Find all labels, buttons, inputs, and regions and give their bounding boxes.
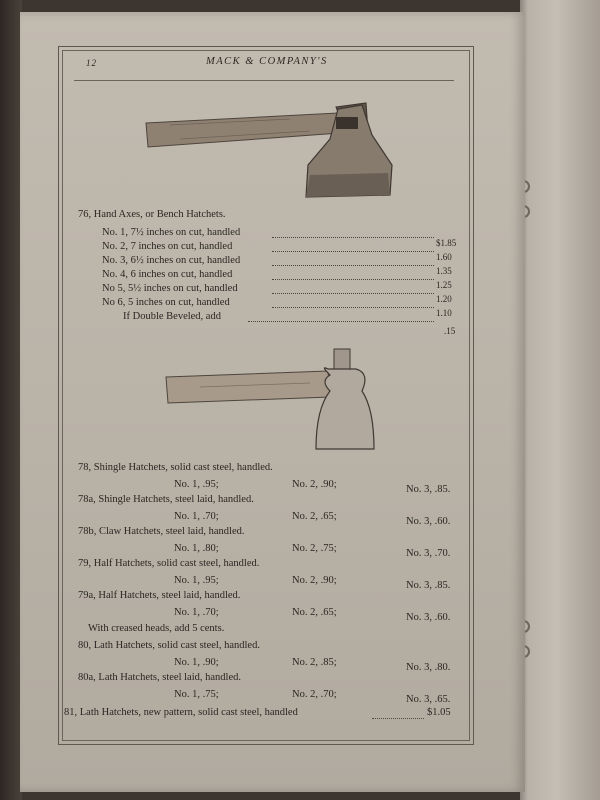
price-item-value: 1.25 — [436, 280, 452, 290]
price-item-value: 1.35 — [436, 266, 452, 276]
price-item-label: No. 2, 7 inches on cut, handled — [102, 241, 233, 252]
hatchet-heading: 80, Lath Hatchets, solid cast steel, handled. — [78, 640, 260, 651]
price-no-1: No. 1, .70; — [174, 607, 219, 618]
price-no-2: No. 2, .90; — [292, 575, 337, 586]
price-no-3: No. 3, .70. — [406, 548, 451, 559]
price-no-3: No. 3, .85. — [406, 580, 451, 591]
price-no-1: No. 1, .95; — [174, 575, 219, 586]
price-no-2: No. 2, .75; — [292, 543, 337, 554]
price-no-2: No. 2, .90; — [292, 479, 337, 490]
price-no-1: No. 1, .70; — [174, 511, 219, 522]
price-no-3: No. 3, .80. — [406, 662, 451, 673]
dot-leader — [272, 265, 434, 266]
price-no-3: No. 3, .85. — [406, 484, 451, 495]
price-item-label: No. 4, 6 inches on cut, handled — [102, 269, 233, 280]
price-item-label: No 6, 5 inches on cut, handled — [102, 297, 230, 308]
hatchet-heading: 78, Shingle Hatchets, solid cast steel, handled. — [78, 462, 273, 473]
final-item-price: $1.05 — [427, 707, 451, 718]
dot-leader — [272, 293, 434, 294]
dot-leader — [272, 251, 434, 252]
price-no-1: No. 1, .75; — [174, 689, 219, 700]
hatchet-heading: 79, Half Hatchets, solid cast steel, handled. — [78, 558, 260, 569]
price-no-3: No. 3, .60. — [406, 612, 451, 623]
price-no-2: No. 2, .85; — [292, 657, 337, 668]
price-no-3: No. 3, .65. — [406, 694, 451, 705]
dot-leader — [272, 307, 434, 308]
price-item-value: 1.20 — [436, 294, 452, 304]
desk-background — [0, 0, 22, 800]
hatchet-heading: 79a, Half Hatchets, steel laid, handled. — [78, 590, 241, 601]
price-no-1: No. 1, .95; — [174, 479, 219, 490]
price-item-value: 1.60 — [436, 252, 452, 262]
hand-axe-illustration — [140, 95, 400, 205]
final-item-label: 81, Lath Hatchets, new pattern, solid cast steel, handled — [64, 707, 298, 718]
price-no-3: No. 3, .60. — [406, 516, 451, 527]
price-item-label: No. 1, 7½ inches on cut, handled — [102, 227, 241, 238]
dot-leader — [272, 279, 434, 280]
dot-leader — [272, 237, 434, 238]
section-heading: 76, Hand Axes, or Bench Hatchets. — [78, 209, 226, 220]
dot-leader — [372, 718, 424, 719]
price-item-label: No 5, 5½ inches on cut, handled — [102, 283, 238, 294]
price-no-2: No. 2, .65; — [292, 511, 337, 522]
price-item-label: If Double Beveled, add — [123, 311, 221, 322]
hatchet-heading: 78b, Claw Hatchets, steel laid, handled. — [78, 526, 245, 537]
header-rule — [74, 80, 454, 81]
hatchet-heading: 80a, Lath Hatchets, steel laid, handled. — [78, 672, 241, 683]
price-no-1: No. 1, .80; — [174, 543, 219, 554]
hatchet-illustration — [160, 345, 400, 455]
page-number: 12 — [86, 58, 97, 68]
binding-spine — [520, 0, 600, 800]
price-item-label: No. 3, 6½ inches on cut, handled — [102, 255, 241, 266]
price-no-2: No. 2, .70; — [292, 689, 337, 700]
price-item-value: 1.10 — [436, 308, 452, 318]
price-no-2: No. 2, .65; — [292, 607, 337, 618]
running-title: MACK & COMPANY'S — [206, 56, 328, 67]
hatchet-heading: 78a, Shingle Hatchets, steel laid, handled. — [78, 494, 254, 505]
creased-heads-note: With creased heads, add 5 cents. — [88, 623, 225, 634]
dot-leader — [248, 321, 434, 322]
extra-price: .15 — [444, 326, 456, 336]
price-item-value: $1.85 — [436, 238, 457, 248]
price-no-1: No. 1, .90; — [174, 657, 219, 668]
